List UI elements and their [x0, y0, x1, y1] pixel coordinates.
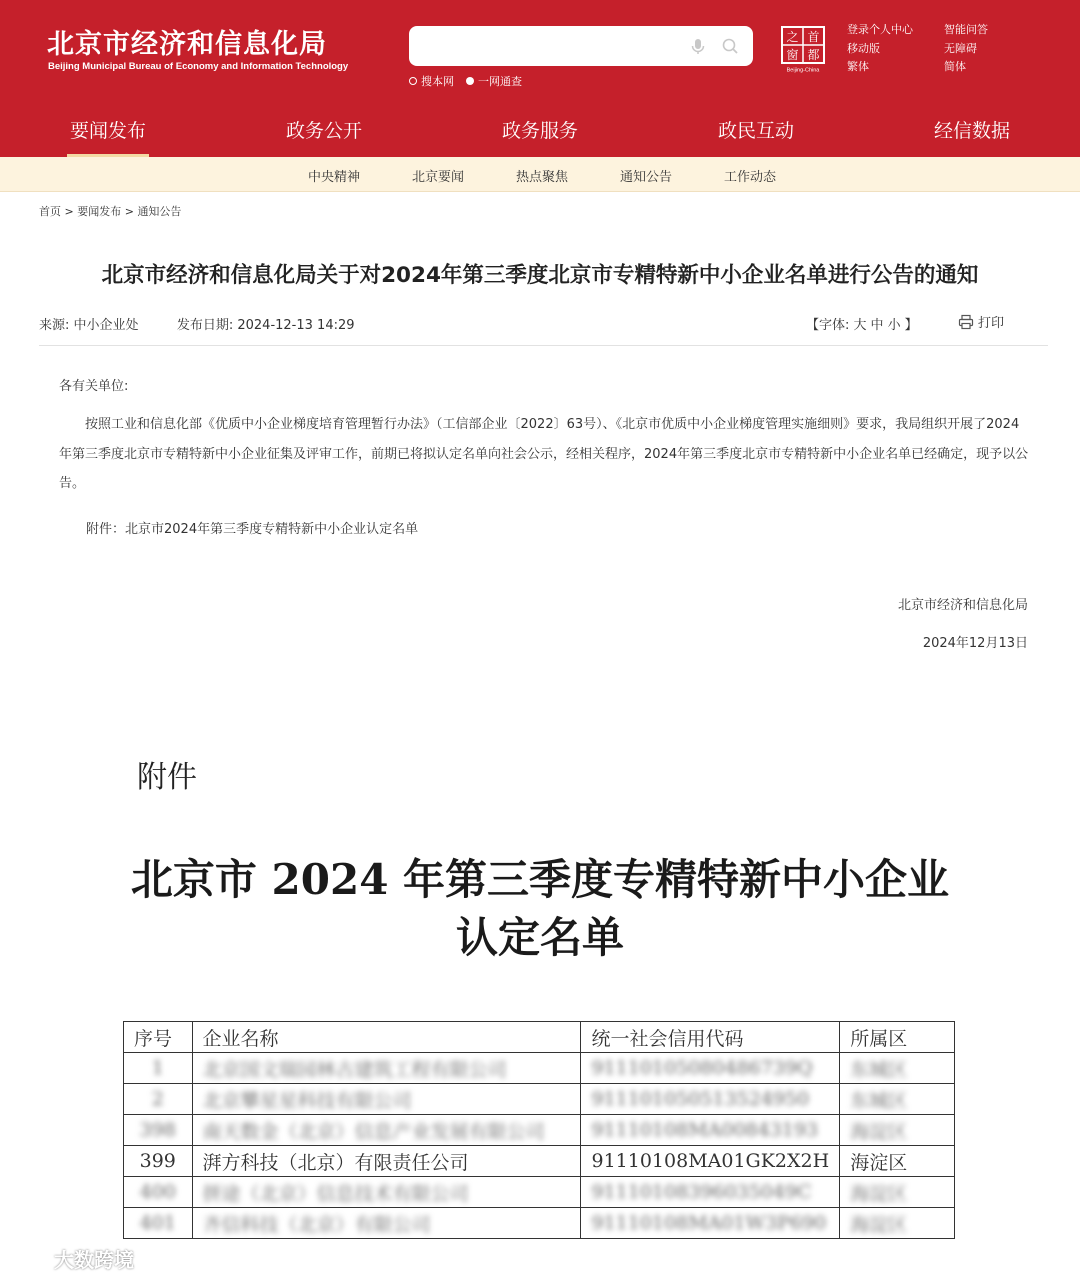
- link-traditional[interactable]: 繁体: [847, 60, 869, 73]
- header-links: [847, 23, 1004, 75]
- row-district: 海淀区: [840, 1208, 955, 1239]
- article-meta: [39, 314, 355, 333]
- source-value: 中小企业处: [73, 318, 139, 333]
- font-size-large[interactable]: 大: [853, 318, 867, 333]
- capital-window-emblem-icon[interactable]: [780, 25, 826, 73]
- watermark: [9, 1244, 134, 1273]
- row-district: 东城区: [840, 1084, 955, 1115]
- subnav-notices[interactable]: 通知公告: [620, 170, 673, 185]
- attachment-label: 附件: [137, 760, 197, 795]
- font-size-close: 】: [904, 318, 918, 333]
- svg-text:首: 首: [807, 30, 820, 44]
- nav-gov-info[interactable]: 政务公开: [285, 120, 362, 142]
- divider: [39, 345, 1048, 346]
- row-name: 北京攀星星科技有限公司: [192, 1084, 581, 1115]
- link-smart-qa[interactable]: 智能问答: [944, 23, 988, 36]
- radio-search-all[interactable]: [466, 73, 522, 89]
- row-name: 南天数金（北京）信息产业发展有限公司: [192, 1115, 581, 1146]
- header-code: 统一社会信用代码: [581, 1022, 840, 1053]
- row-district: 海淀区: [840, 1177, 955, 1208]
- signature: 北京市经济和信息化局: [897, 598, 1028, 613]
- page-title: 北京市经济和信息化局关于对2024年第三季度北京市专精特新中小企业名单进行公告的通知: [101, 263, 979, 288]
- sign-date: 2024年12月13日: [922, 636, 1028, 651]
- table-row: [124, 1115, 955, 1146]
- row-code: 91110108MA01W3P690: [581, 1208, 840, 1239]
- source-label: 来源:: [39, 318, 70, 333]
- row-code: 91110105080486739Q: [581, 1053, 840, 1084]
- table-row: [124, 1053, 955, 1084]
- row-no: 398: [124, 1115, 193, 1146]
- document-title-line1: 北京市 2024 年第三季度专精特新中小企业: [130, 855, 950, 904]
- site-logo-en: Beijing Municipal Bureau of Economy and Information Technology: [48, 61, 349, 72]
- nav-news[interactable]: 要闻发布: [0, 105, 216, 157]
- sub-nav: [0, 157, 1080, 192]
- svg-text:之: 之: [786, 30, 799, 44]
- subnav-work-updates[interactable]: 工作动态: [724, 170, 777, 185]
- font-size-medium[interactable]: 中: [870, 318, 884, 333]
- nav-interaction[interactable]: 政民互动: [717, 120, 794, 142]
- breadcrumb: 首页 > 要闻发布 > 通知公告: [39, 205, 182, 218]
- table-row: [124, 1208, 955, 1239]
- subnav-beijing-news[interactable]: 北京要闻: [412, 170, 465, 185]
- date-label: 发布日期:: [176, 318, 234, 333]
- radio-search-all-label: 一网通查: [478, 75, 522, 88]
- print-label: 打印: [978, 316, 1005, 331]
- nav-data[interactable]: 经信数据: [933, 120, 1010, 142]
- row-code: 91110108396035049C: [581, 1177, 840, 1208]
- document-title-line2: 认定名单: [455, 913, 624, 962]
- row-code: 911101050513524950: [581, 1084, 840, 1115]
- row-no: 400: [124, 1177, 193, 1208]
- radio-search-site[interactable]: [409, 73, 454, 89]
- print-button[interactable]: [958, 312, 1004, 331]
- site-header: [0, 0, 1080, 105]
- table-row: [124, 1084, 955, 1115]
- subnav-central[interactable]: 中央精神: [308, 170, 361, 185]
- breadcrumb-home[interactable]: 首页: [39, 205, 61, 218]
- printer-icon: [958, 314, 974, 330]
- subnav-hot-topics[interactable]: 热点聚焦: [516, 170, 569, 185]
- radio-search-site-label: 搜本网: [421, 75, 454, 88]
- row-name: 齐信科技（北京）有限公司: [192, 1208, 581, 1239]
- header-district: 所属区: [840, 1022, 955, 1053]
- watermark-logo-icon: [9, 1247, 49, 1271]
- link-simplified[interactable]: 简体: [944, 60, 966, 73]
- table-header-row: [124, 1022, 955, 1053]
- row-district: 东城区: [840, 1053, 955, 1084]
- row-no: 399: [124, 1146, 193, 1177]
- main-nav: [0, 105, 1080, 157]
- header-no: 序号: [124, 1022, 193, 1053]
- breadcrumb-notices[interactable]: 通知公告: [137, 205, 182, 218]
- link-user-center[interactable]: 登录个人中心: [847, 23, 913, 36]
- nav-gov-service[interactable]: 政务服务: [501, 120, 578, 142]
- link-accessibility[interactable]: 无障碍: [944, 41, 977, 55]
- row-district: 海淀区: [840, 1115, 955, 1146]
- font-size-small[interactable]: 小: [887, 318, 901, 333]
- radio-checked-icon: [466, 77, 474, 85]
- svg-text:Beijing-China: Beijing-China: [786, 67, 820, 73]
- row-name: 北京国文瑞园林古建筑工程有限公司: [192, 1053, 581, 1084]
- header-name: 企业名称: [192, 1022, 581, 1053]
- row-name: 拼途（北京）信息技术有限公司: [192, 1177, 581, 1208]
- row-code: 91110108MA00843193: [581, 1115, 840, 1146]
- font-size-switcher: [806, 314, 918, 333]
- search-input[interactable]: [409, 26, 753, 66]
- svg-text:都: 都: [807, 48, 820, 62]
- table-row-highlighted: [124, 1146, 955, 1177]
- breadcrumb-news[interactable]: 要闻发布: [77, 205, 122, 218]
- row-no: 1: [124, 1053, 193, 1084]
- svg-text:窗: 窗: [786, 48, 799, 62]
- row-district: 海淀区: [840, 1146, 955, 1177]
- search-scope: [409, 73, 522, 89]
- salutation: 各有关单位:: [59, 379, 129, 394]
- date-value: 2024-12-13 14:29: [237, 318, 355, 333]
- article-paragraph: 按照工业和信息化部《优质中小企业梯度培育管理暂行办法》（工信部企业〔2022〕63号）、《北京市优质中小企业梯度管理实施细则》要求，我局组织开展了2024年第三季度北京市专精特新中小企业征集及评审工作，前期已将拟认定名单向社会公示，经相关程序，2024年第三季度北京市专精特新中小企业名单已经确定，现予以公告。: [59, 417, 1029, 491]
- link-mobile[interactable]: 移动版: [847, 41, 880, 55]
- row-name: 湃方科技（北京）有限责任公司: [192, 1146, 581, 1177]
- site-logo-cn[interactable]: 北京市经济和信息化局: [47, 29, 327, 60]
- attachment-link[interactable]: 附件：北京市2024年第三季度专精特新中小企业认定名单: [86, 522, 419, 537]
- row-no: 401: [124, 1208, 193, 1239]
- search-icon[interactable]: [721, 37, 739, 55]
- microphone-icon[interactable]: [689, 37, 707, 55]
- row-code: 91110108MA01GK2X2H: [581, 1146, 840, 1177]
- font-size-label: 【字体:: [806, 318, 850, 333]
- watermark-text: 大数跨境: [54, 1248, 134, 1272]
- radio-unchecked-icon: [409, 77, 417, 85]
- enterprise-list-table: [123, 1021, 955, 1239]
- search-field[interactable]: [419, 34, 683, 60]
- row-no: 2: [124, 1084, 193, 1115]
- table-row: [124, 1177, 955, 1208]
